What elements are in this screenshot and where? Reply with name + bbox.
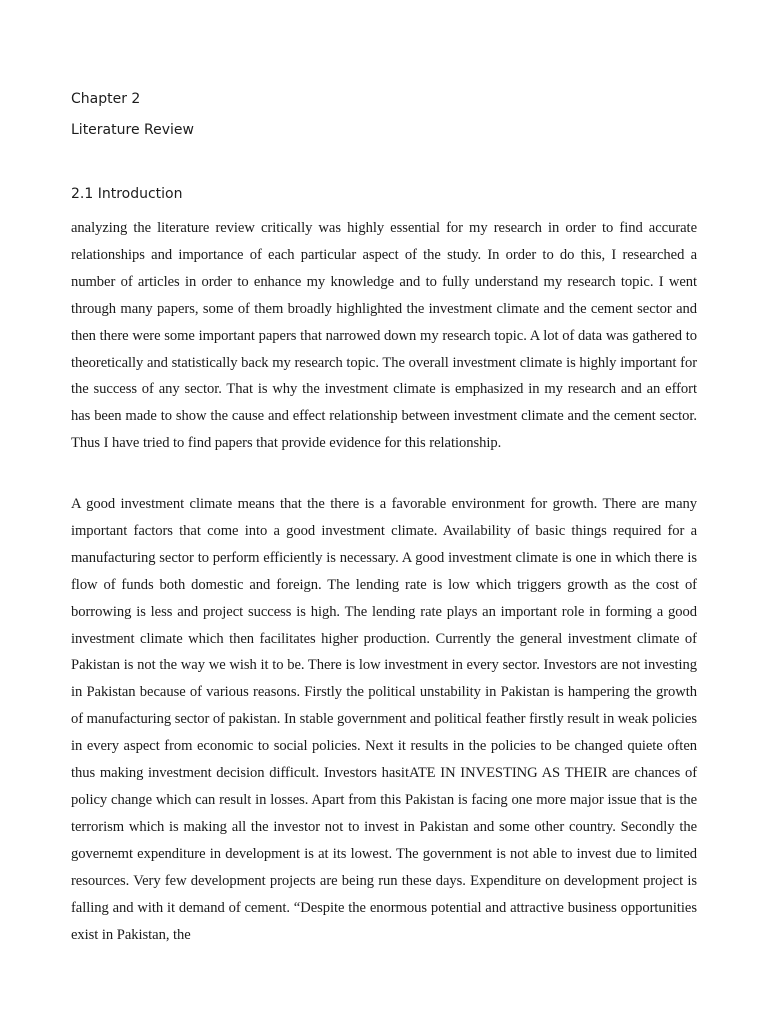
chapter-title: Literature Review <box>71 122 194 138</box>
section-heading: 2.1 Introduction <box>71 186 183 202</box>
chapter-number: Chapter 2 <box>71 91 141 107</box>
paragraph: A good investment climate means that the there is a favorable environment for growth. There are many important factors that come into a good investment climate. Availability of basic things required for a manufacturing sector to perform efficiently is necessary. A good investment climate is one in which there is flow of funds both domestic and foreign. The lending rate is low which triggers growth as the cost of borrowing is less and project success is high. The lending rate plays an important role in forming a good investment climate which then facilitates higher production. Currently the general investment climate of Pakistan is not the way we wish it to be. There is low investment in every sector. Investors are not investing in Pakistan because of various reasons. Firstly the political unstability in Pakistan is hampering the growth of manufacturing sector of pakistan. In stable government and political feather firstly result in weak policies in every aspect from economic to social policies. Next it results in the policies to be changed quiete often thus making investment decision difficult. Investors hasitATE IN INVESTING AS THEIR are chances of policy change which can result in losses. Apart from this Pakistan is facing one more major issue that is the terrorism which is making all the investor not to invest in Pakistan and some other country. Secondly the governemt expenditure in development is at its lowest. The government is not able to invest due to limited resources. Very few development projects are being run these days. Expenditure on development project is falling and with it demand of cement. “Despite the enormous potential and attractive business opportunities exist in Pakistan, the <box>71 496 697 943</box>
paragraph: analyzing the literature review critically was highly essential for my research in order to find accurate relationships and importance of each particular aspect of the study. In order to do this, I researched a number of articles in order to enhance my knowledge and to fully understand my research topic. I went through many papers, some of them broadly highlighted the investment climate and the cement sector and then there were some important papers that narrowed down my research topic. A lot of data was gathered to theoretically and statistically back my research topic. The overall investment climate is highly important for the success of any sector. That is why the investment climate is emphasized in my research and an effort has been made to show the cause and effect relationship between investment climate and the cement sector. Thus I have tried to find papers that provide evidence for this relationship. <box>71 220 697 452</box>
